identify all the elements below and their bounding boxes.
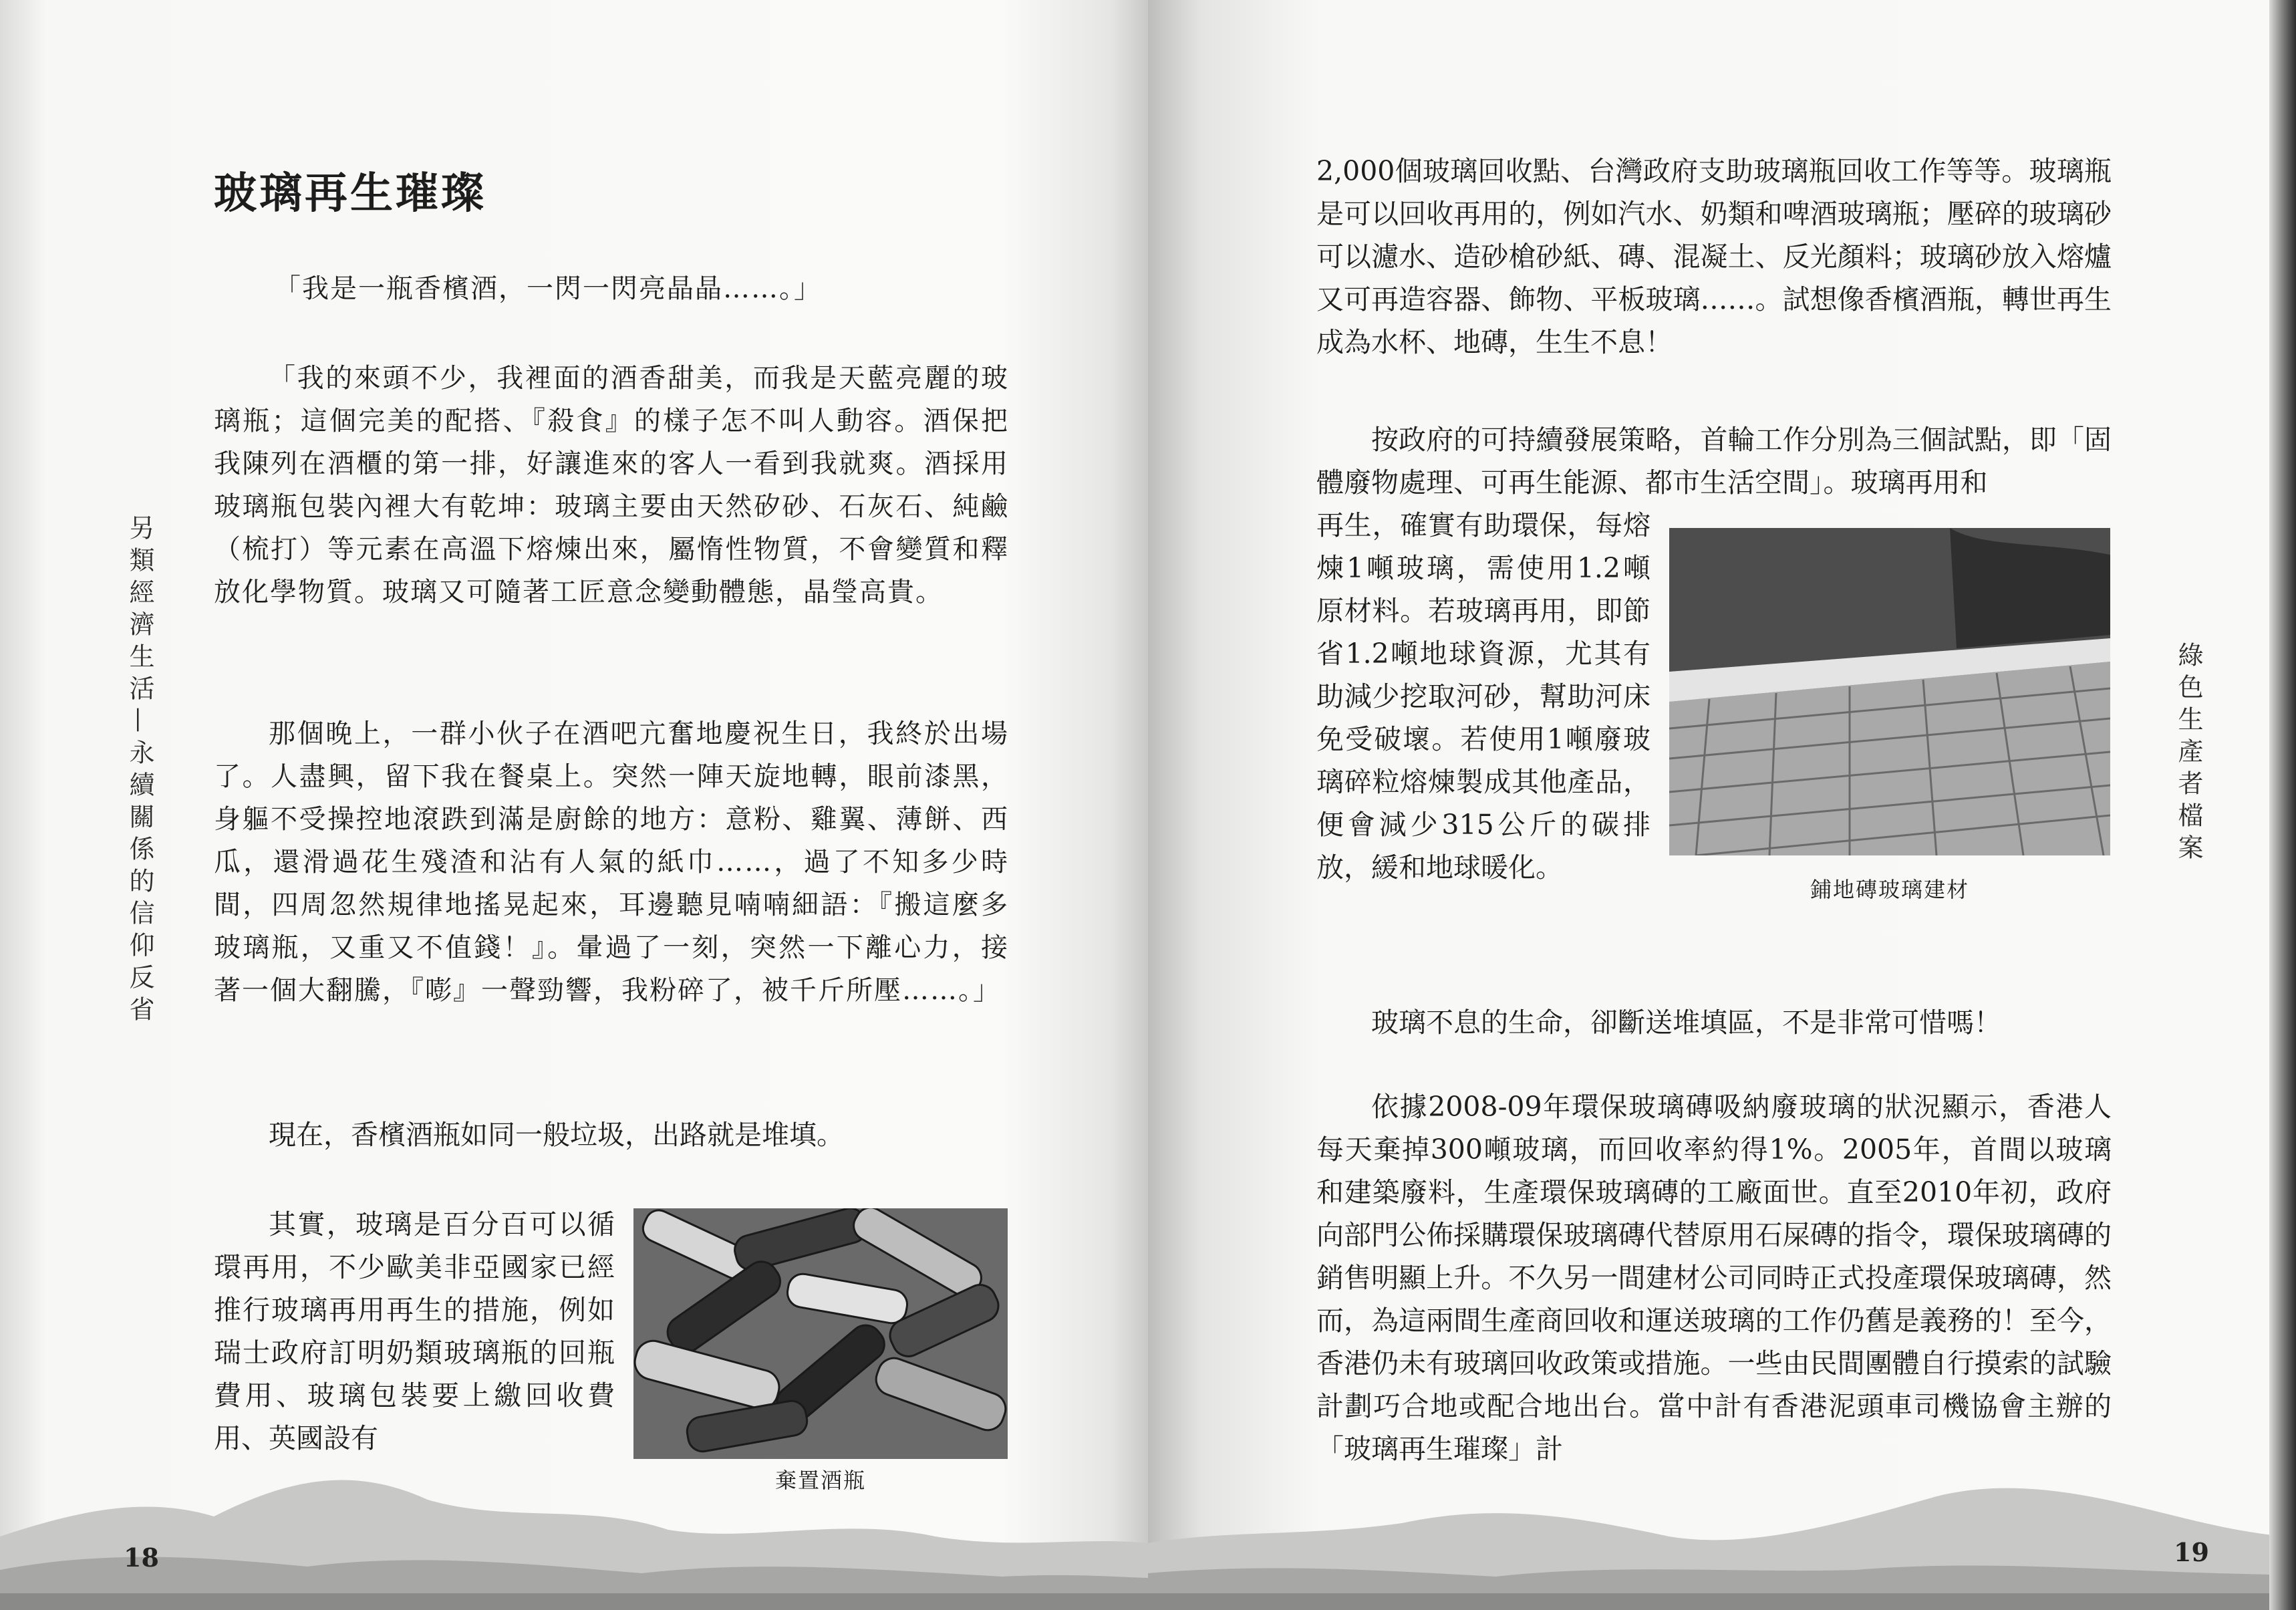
discarded-bottles-photo <box>633 1208 1008 1459</box>
left-paragraph-3: 那個晚上，一群小伙子在酒吧亢奮地慶祝生日，我終於出場了。人盡興，留下我在餐桌上。突然一陣天旋地轉，眼前漆黑，身軀不受操控地滾跌到滿是廚餘的地方：意粉、雞翼、薄餅、西瓜，還滑過花生殘渣和沾有人氣的紙巾……，過了不知多少時間，四周忽然規律地搖晃起來，耳邊聽見喃喃細語：『搬這麼多玻璃瓶，又重又不值錢！』。暈過了一刻，突然一下離心力，接著一個大翻騰，『嘭』一聲勁響，我粉碎了，被千斤所壓……。」 <box>214 718 1009 1006</box>
book-edge-shadow <box>2269 0 2296 1610</box>
right-paragraph-2: 按政府的可持續發展策略，首輪工作分別為三個試點，即「固體廢物處理、可再生能源、都市生活空間」。玻璃再用和 <box>1316 424 2112 499</box>
left-paragraph-1: 「我是一瓶香檳酒，一閃一閃亮晶晶……。」 <box>274 273 822 304</box>
paving-bricks-photo <box>1669 528 2110 855</box>
right-paragraph-3: 再生，確實有助環保，每熔煉1噸玻璃，需使用1.2噸原材料。若玻璃再用，即節省1.2噸地球資源，尤其有助減少挖取河砂，幫助河床免受破壞。若使用1噸廢玻璃碎粒熔煉製成其他產品，便會減少315公斤的碳排放，緩和地球暖化。 <box>1316 509 1651 884</box>
left-photo-caption: 棄置酒瓶 <box>774 1468 866 1493</box>
left-paragraph-2: 「我的來頭不少，我裡面的酒香甜美，而我是天藍亮麗的玻璃瓶；這個完美的配搭、『殺食』的樣子怎不叫人動容。酒保把我陳列在酒櫃的第一排，好讓進來的客人一看到我就爽。酒採用玻璃瓶包裝內裡大有乾坤：玻璃主要由天然矽砂、石灰石、純鹼（梳打）等元素在高溫下熔煉出來，屬惰性物質，不會變質和釋放化學物質。玻璃又可隨著工匠意念變動體態，晶瑩高貴。 <box>214 363 1009 608</box>
left-side-title: 另類經濟生活—永續關係的信仰反省 <box>125 515 154 1028</box>
right-side-title: 綠色生產者檔案 <box>2174 642 2203 866</box>
right-page <box>1148 0 2296 1610</box>
right-page-number: 19 <box>2174 1537 2209 1567</box>
left-paragraph-4: 現在，香檳酒瓶如同一般垃圾，出路就是堆填。 <box>269 1119 844 1151</box>
left-mountain-decoration <box>0 1436 1148 1610</box>
right-photo-caption: 鋪地磚玻璃建材 <box>1810 877 1969 902</box>
right-mountain-decoration <box>1148 1436 2296 1610</box>
left-page-number: 18 <box>124 1542 159 1573</box>
right-paragraph-4: 玻璃不息的生命，卻斷送堆填區，不是非常可惜嗎！ <box>1371 1007 2001 1039</box>
article-title: 玻璃再生璀璨 <box>214 168 486 219</box>
left-paragraph-5: 其實，玻璃是百分百可以循環再用，不少歐美非亞國家已經推行玻璃再用再生的措施，例如瑞士政府訂明奶類玻璃瓶的回瓶費用、玻璃包裝要上繳回收費用、英國設有 <box>214 1208 615 1454</box>
right-paragraph-1: 2,000個玻璃回收點、台灣政府支助玻璃瓶回收工作等等。玻璃瓶是可以回收再用的，例如汽水、奶類和啤酒玻璃瓶；壓碎的玻璃砂可以濾水、造砂槍砂紙、磚、混凝土、反光顏料；玻璃砂放入熔爐又可再造容器、飾物、平板玻璃……。試想像香檳酒瓶，轉世再生成為水杯、地磚，生生不息！ <box>1316 155 2112 358</box>
right-paragraph-5: 依據2008-09年環保玻璃磚吸納廢玻璃的狀況顯示，香港人每天棄掉300噸玻璃，而回收率約得1%。2005年，首間以玻璃和建築廢料，生產環保玻璃磚的工廠面世。直至2010年初，政府向部門公佈採購環保玻璃磚代替原用石屎磚的指令，環保玻璃磚的銷售明顯上升。不久另一間建材公司同時正式投產環保玻璃磚，然而，為這兩間生產商回收和運送玻璃的工作仍舊是義務的！至今，香港仍未有玻璃回收政策或措施。一些由民間團體自行摸索的試驗計劃巧合地或配合地出台。當中計有香港泥頭車司機協會主辦的「玻璃再生璀璨」計 <box>1316 1091 2112 1465</box>
